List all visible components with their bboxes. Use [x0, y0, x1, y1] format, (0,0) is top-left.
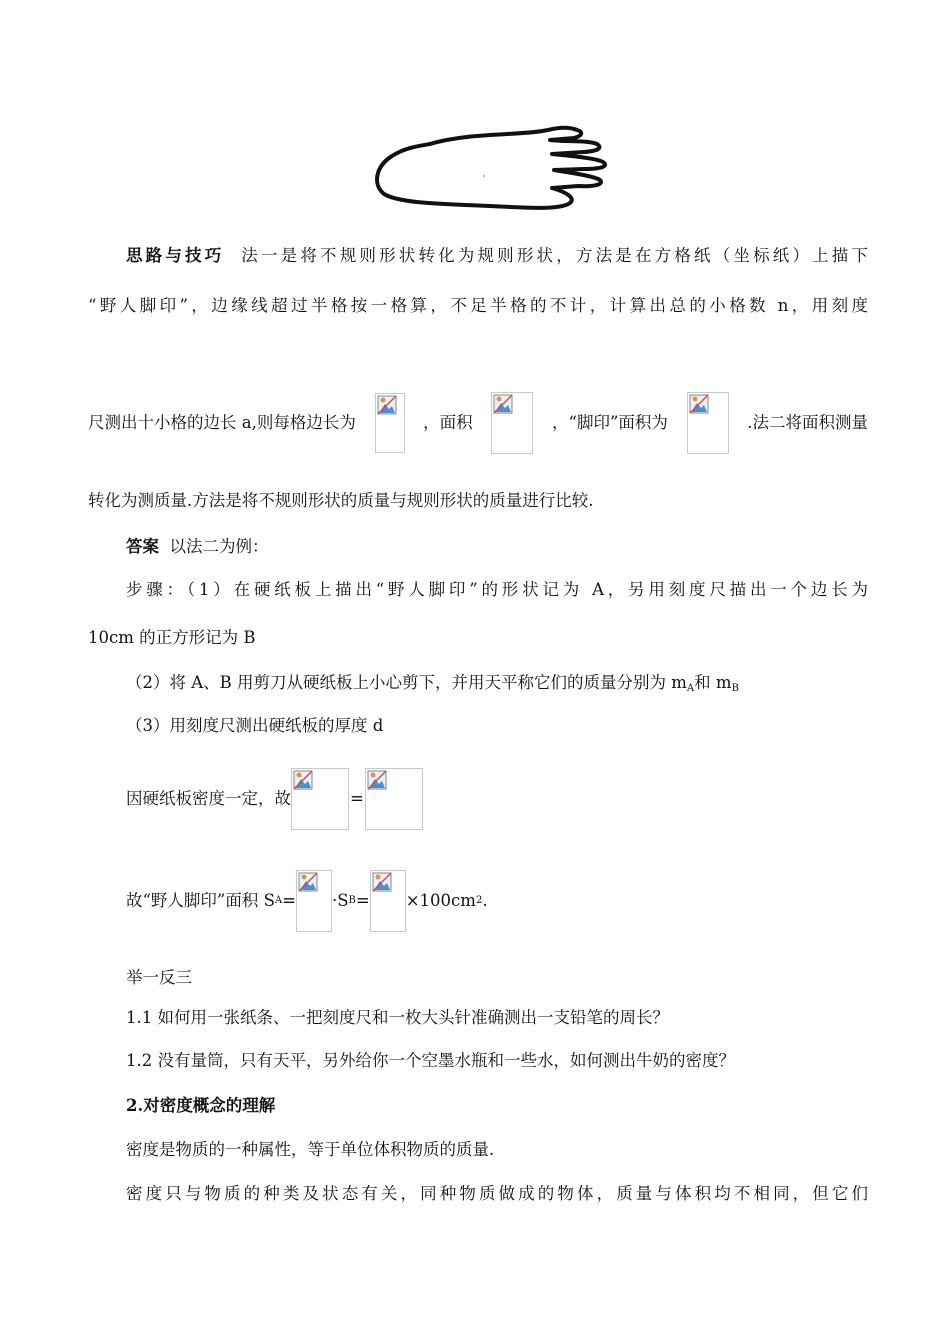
broken-image-icon	[689, 394, 709, 414]
subscript: A	[274, 895, 283, 906]
paragraph-line: “野人脚印”，边缘线超过半格按一格算，不足半格的不计，计算出总的小格数 n，用刻度	[88, 296, 868, 315]
text-run: .法二将面积测量	[747, 413, 868, 432]
subscript: B	[348, 895, 356, 906]
section-heading: 2.对密度概念的理解	[126, 1096, 276, 1115]
text-run: ×100cm	[405, 891, 476, 910]
paragraph-line: 密度只与物质的种类及状态有关，同种物质做成的物体，质量与体积均不相同，但它们	[126, 1184, 868, 1203]
equation-line	[126, 870, 868, 932]
formula-image	[687, 392, 729, 454]
question-item: 1.2 没有量筒，只有天平，另外给你一个空墨水瓶和一些水，如何测出牛奶的密度？	[126, 1051, 735, 1070]
text-run: 和 m	[694, 673, 732, 692]
formula-image	[365, 768, 423, 830]
text-run: （2）将 A、B 用剪刀从硬纸板上小心剪下，并用天平称它们的质量分别为 m	[126, 673, 687, 692]
formula-image	[491, 392, 533, 454]
text-run: ·S	[331, 891, 349, 910]
formula-image	[296, 870, 332, 932]
text-run: ，面积	[423, 413, 473, 432]
step-line	[126, 673, 868, 699]
superscript: 2	[475, 895, 483, 906]
subscript: A	[686, 683, 695, 694]
broken-image-icon	[298, 872, 318, 892]
footprint-figure	[370, 118, 620, 218]
paragraph-line	[126, 246, 868, 266]
text-run: ，“脚印”面积为	[552, 413, 668, 432]
formula-image	[370, 870, 406, 932]
formula-image	[375, 393, 405, 453]
step-line: （3）用刻度尺测出硬纸板的厚度 d	[126, 716, 384, 735]
equals-sign: =	[282, 891, 296, 910]
broken-image-icon	[372, 872, 392, 892]
subscript: B	[731, 683, 739, 694]
answer-line	[126, 537, 868, 557]
tip-label: 思路与技巧	[126, 246, 225, 265]
paragraph-line: 转化为测质量.方法是将不规则形状的质量与规则形状的质量进行比较.	[88, 491, 594, 510]
answer-label: 答案	[126, 537, 159, 556]
paragraph-line	[88, 392, 868, 454]
section-title: 举一反三	[126, 968, 192, 987]
equals-sign: =	[355, 891, 370, 910]
step-line: 步骤：（1）在硬纸板上描出“野人脚印”的形状记为 A，另用刻度尺描出一个边长为	[126, 580, 868, 599]
text-run: 尺测出十小格的边长 a,则每格边长为	[88, 413, 356, 432]
formula-image	[291, 768, 349, 830]
answer-text: 以法二为例：	[169, 537, 269, 556]
broken-image-icon	[293, 770, 313, 790]
broken-image-icon	[367, 770, 387, 790]
equation-line	[126, 768, 868, 830]
broken-image-icon	[377, 395, 397, 415]
step-line: 10cm 的正方形记为 B	[88, 628, 256, 647]
tip-text: 法一是将不规则形状转化为规则形状，方法是在方格纸（坐标纸）上描下	[241, 246, 868, 265]
text-run: 因硬纸板密度一定，故	[126, 789, 291, 808]
question-item: 1.1 如何用一张纸条、一把刻度尺和一枚大头针准确测出一支铅笔的周长？	[126, 1008, 669, 1027]
broken-image-icon	[493, 394, 513, 414]
text-run: 故“野人脚印”面积 S	[126, 891, 275, 910]
paragraph-line: 密度是物质的一种属性，等于单位体积物质的质量.	[126, 1140, 495, 1159]
equals-sign: =	[350, 789, 364, 808]
text-run: .	[482, 891, 488, 910]
